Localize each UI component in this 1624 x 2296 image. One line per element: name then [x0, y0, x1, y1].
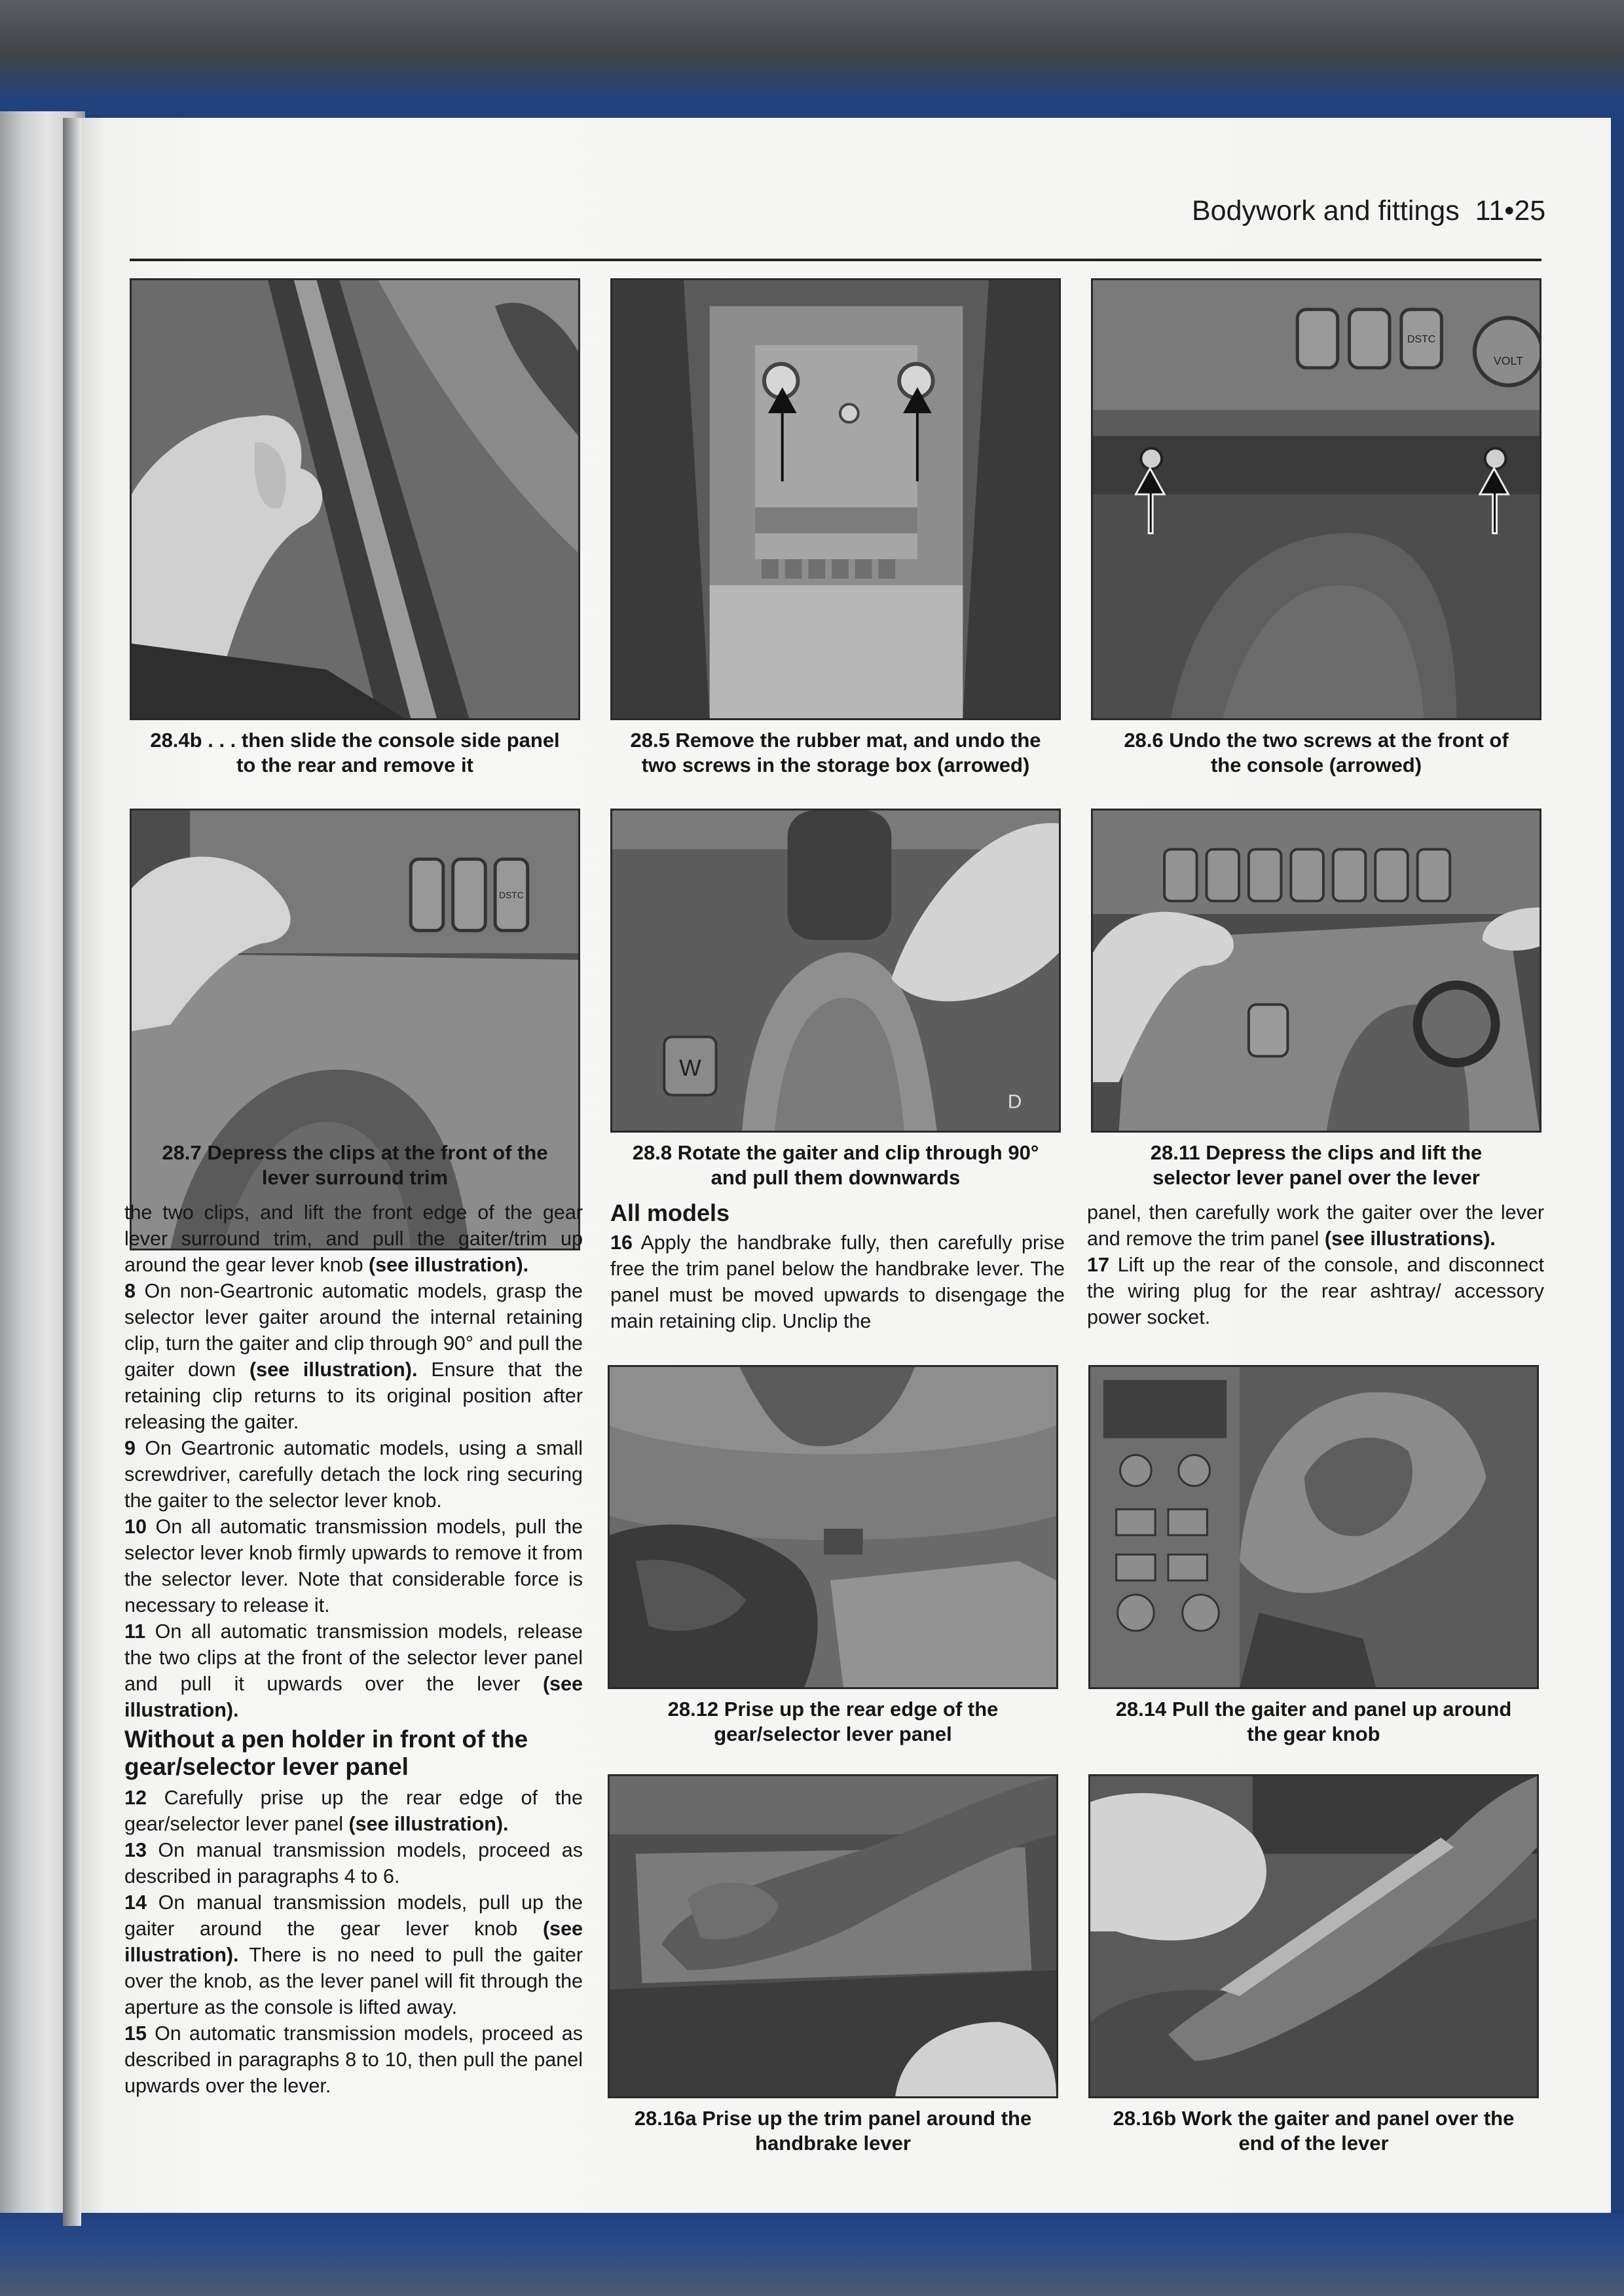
photo-28-11 [1091, 809, 1541, 1133]
paragraph-17: 17 Lift up the rear of the console, and disconnect the wiring plug for the rear ashtray/ accessory power socket. [1087, 1254, 1544, 1328]
text-column-middle [610, 1199, 1065, 1334]
photo-label: D [1007, 1091, 1022, 1113]
paragraph-9: 9 On Geartronic automatic models, using a small screwdriver, carefully detach the lock ring securing the gaiter to the selector lever knob. [124, 1437, 583, 1512]
paragraph-15: 15 On automatic transmission models, proceed as described in paragraphs 8 to 10, then pull the panel upwards over the lever. [124, 2022, 583, 2097]
photo-28-6 [1091, 278, 1541, 720]
paragraph-8: 8 On non-Geartronic automatic models, grasp the selector lever gaiter around the internal retaining clip, turn the gaiter and clip through 90° and pull the gaiter down (see illustration). Ensure that the retaining clip returns to its original position after releasing the gaiter. [124, 1280, 583, 1433]
photo-28-12 [608, 1365, 1058, 1689]
page-gutter-shadow [63, 118, 81, 2226]
page-number: 11•25 [1475, 195, 1546, 227]
scan-border-bottom [0, 2213, 1624, 2296]
paragraph: panel, then carefully work the gaiter over the lever and remove the trim panel (see illustrations). [1087, 1201, 1544, 1250]
photo-label: VOLT [1493, 354, 1524, 367]
figure-caption: 28.6 Undo the two screws at the front of the console (arrowed) [1124, 729, 1509, 776]
section-title: Bodywork and fittings [1192, 195, 1460, 227]
paragraph-13: 13 On manual transmission models, proceed as described in paragraphs 4 to 6. [124, 1839, 583, 1887]
photo-label: DSTC [1407, 334, 1436, 346]
photo-28-5 [610, 278, 1061, 720]
photo-label: W [679, 1055, 701, 1082]
section-heading: All models [610, 1199, 730, 1226]
paragraph: the two clips, and lift the front edge of the gear lever surround trim, and pull the gaiter/trim up around the gear lever knob (see illustration). [124, 1201, 583, 1276]
photo-28-4b [130, 278, 580, 720]
paragraph-16: 16 Apply the handbrake fully, then carefully prise free the trim panel below the handbrake lever. The panel must be moved upwards to disengage the main retaining clip. Unclip the [610, 1231, 1065, 1332]
figure-caption: 28.5 Remove the rubber mat, and undo the two screws in the storage box (arrowed) [630, 729, 1041, 776]
figure-caption: 28.11 Depress the clips and lift the selector lever panel over the lever [1150, 1141, 1483, 1189]
paragraph-10: 10 On all automatic transmission models, pull the selector lever knob firmly upwards to remove it from the selector lever. Note that considerable force is necessary to release it. [124, 1516, 583, 1616]
paragraph-12: 12 Carefully prise up the rear edge of the gear/selector lever panel (see illustration). [124, 1787, 583, 1835]
photo-28-16a [608, 1774, 1058, 2098]
text-column-left [124, 1199, 583, 2099]
photo-28-8 [610, 809, 1061, 1133]
page-header [1192, 195, 1545, 227]
figure-caption: 28.4b . . . then slide the console side panel to the rear and remove it [150, 729, 560, 776]
figure-caption: 28.8 Rotate the gaiter and clip through 90° and pull them downwards [632, 1141, 1039, 1189]
section-heading: Without a pen holder in front of the gear/selector lever panel [124, 1726, 528, 1780]
figure-caption: 28.16a Prise up the trim panel around the handbrake lever [634, 2107, 1032, 2155]
photo-28-16b [1088, 1774, 1539, 2098]
scan-border-top [0, 0, 1624, 124]
figure-caption: 28.7 Depress the clips at the front of the lever surround trim [162, 1141, 548, 1189]
header-rule [130, 259, 1541, 261]
figure-caption: 28.12 Prise up the rear edge of the gear/selector lever panel [667, 1698, 999, 1745]
photo-label: DSTC [499, 889, 524, 900]
paragraph-11: 11 On all automatic transmission models, release the two clips at the front of the selector lever panel and pull it upwards over the lever (see illustration). [124, 1620, 583, 1721]
figure-caption: 28.16b Work the gaiter and panel over the end of the lever [1113, 2107, 1515, 2155]
figure-caption: 28.14 Pull the gaiter and panel up around the gear knob [1115, 1698, 1512, 1745]
photo-28-14 [1088, 1365, 1539, 1689]
manual-page [79, 118, 1611, 2213]
text-column-right [1087, 1199, 1544, 1330]
paragraph-14: 14 On manual transmission models, pull up the gaiter around the gear lever knob (see illustration). There is no need to pull the gaiter over the knob, as the lever panel will fit through the aperture as the console is lifted away. [124, 1891, 583, 2018]
